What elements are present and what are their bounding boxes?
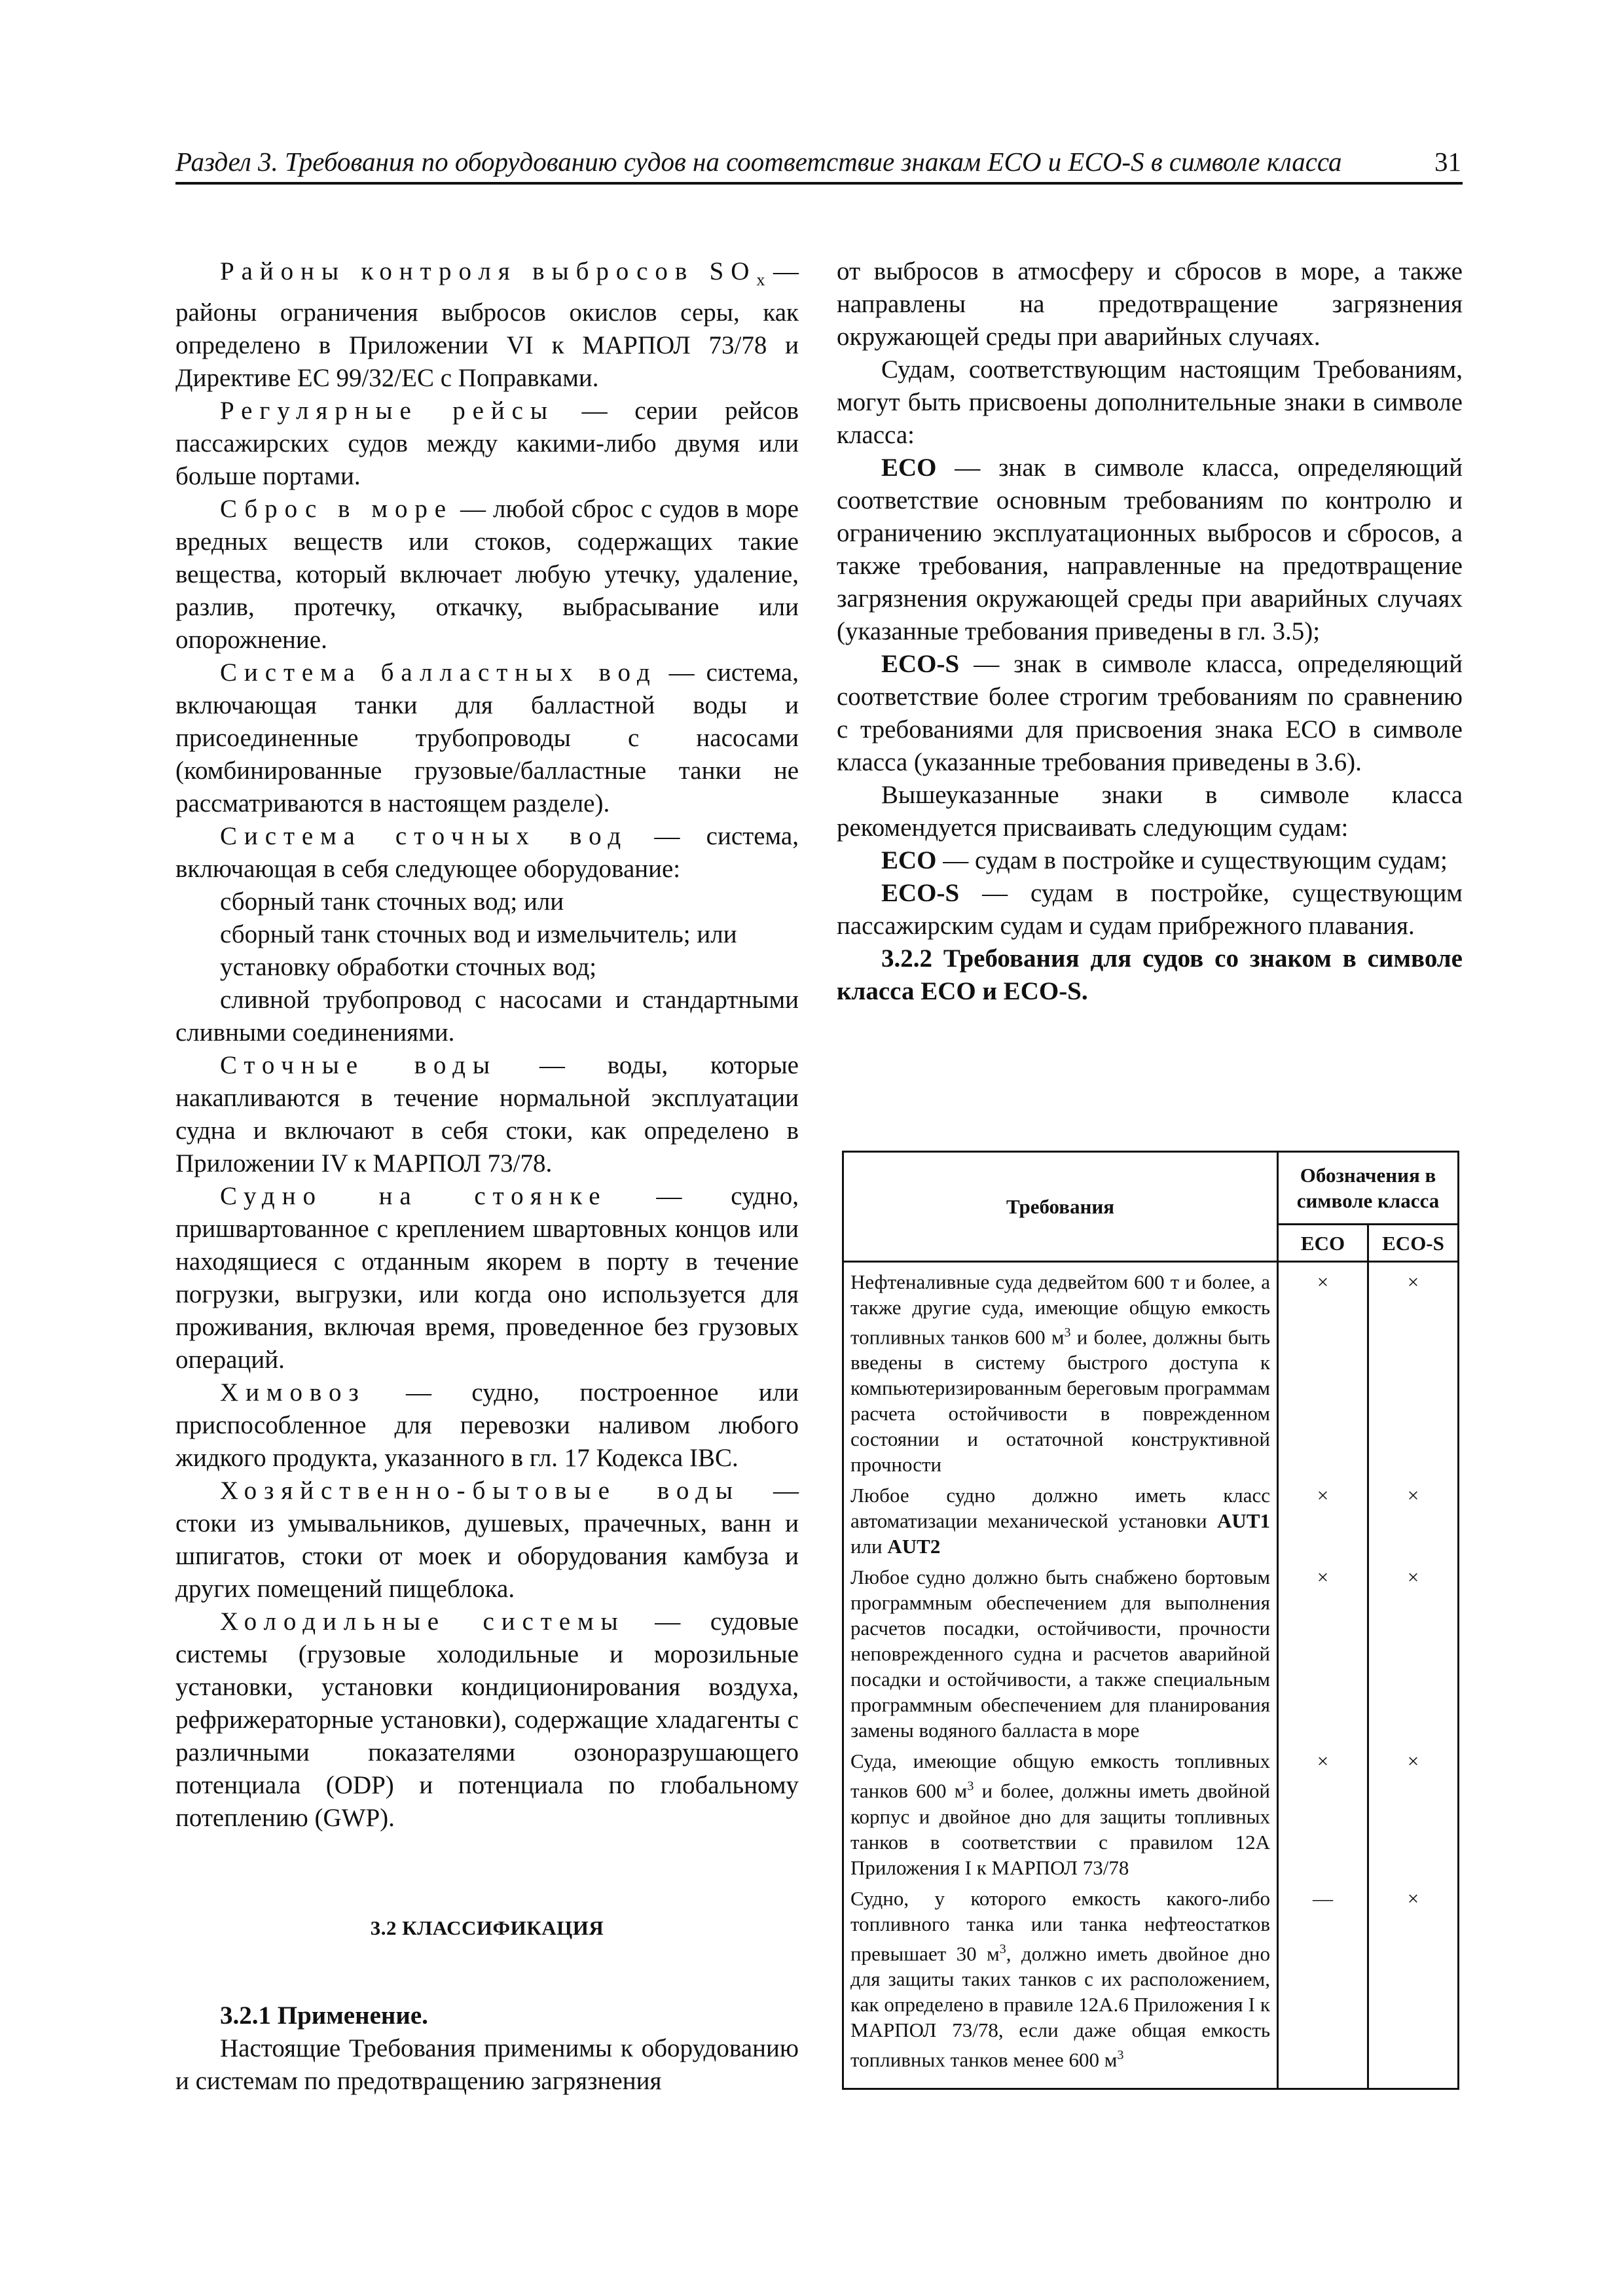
continuation-paragraph: от выбросов в атмосферу и сбросов в море, а также направлены на предотвращение загрязнения окружающей среды при аварийных случаях. xyxy=(837,257,1463,351)
definition-term: Сброс в море xyxy=(220,494,454,523)
mark-text: — судам в постройке и существующим судам; xyxy=(936,846,1448,874)
definition-paragraph xyxy=(175,1475,799,1605)
requirement-text: Любое судно должно иметь класс автоматизации механической установки xyxy=(850,1484,1270,1533)
definition-paragraph xyxy=(175,656,799,820)
intro-paragraph xyxy=(175,2032,799,2098)
table-row xyxy=(843,1746,1459,1882)
mark-definition xyxy=(837,648,1463,779)
definition-text: — любой сброс с судов в море вредных веществ или стоков, содержащих такие вещества, который включает любую утечку, удаление, разлив, протечку, откачку, выбрасывание или опорожнение. xyxy=(175,494,799,654)
header-title: Раздел 3. Требования по оборудованию судов на соответствие знакам ECO и ECO-S в символе класса xyxy=(175,147,1342,177)
paragraph: Судам, соответствующим настоящим Требованиям, могут быть присвоены дополнительные знаки в символе класса: xyxy=(837,355,1463,449)
mark-term: ECO xyxy=(881,846,937,874)
eco-mark-cell: × xyxy=(1278,1746,1368,1882)
definition-text: — судно, построенное или приспособленное для перевозки наливом любого жидкого продукта, указанного в гл. 17 Кодекса IBC. xyxy=(175,1378,799,1472)
list-item: установку обработки сточных вод; xyxy=(220,952,597,981)
requirement-text: или xyxy=(850,1535,888,1558)
requirement-text: Нефтеналивные суда дедвейтом 600 т и более, а также другие суда, имеющие общую емкость топливных танков 600 м xyxy=(850,1270,1270,1349)
superscript: 3 xyxy=(1117,2047,1124,2062)
definition-paragraph xyxy=(175,255,799,395)
list-item: сливной трубопровод с насосами и стандартными сливными соединениями. xyxy=(175,985,799,1047)
definition-paragraph xyxy=(175,1376,799,1475)
paragraph: Вышеуказанные знаки в символе класса рекомендуется присваивать следующим судам: xyxy=(837,781,1463,842)
requirements-table xyxy=(842,1151,1459,2090)
definition-text: — серии рейсов пассажирских судов между какими-либо двумя или больше портами. xyxy=(175,396,799,490)
column-header-ecos: ECO-S xyxy=(1368,1225,1459,1262)
mark-recommendation xyxy=(837,844,1463,877)
requirement-cell: Любое судно должно быть снабжено бортовым программным обеспечением для выполнения расчетов посадки, остойчивости, прочности неповрежденного судна и расчетов аварийной посадки и остойчивости, а также специальным программным обеспечением для планирования замены водяного балласта в море xyxy=(843,1562,1278,1746)
mark-definition xyxy=(837,452,1463,648)
eco-mark-cell: × xyxy=(1278,1262,1368,1480)
section-heading: 3.2 КЛАССИФИКАЦИЯ xyxy=(370,1916,604,1939)
definition-term: Регулярные рейсы xyxy=(220,396,555,425)
mark-term: ECO-S xyxy=(881,650,960,678)
table-row xyxy=(843,1562,1459,1746)
ecos-mark-cell: × xyxy=(1368,1480,1459,1562)
eco-mark-cell: — xyxy=(1278,1883,1368,2089)
requirement-cell xyxy=(843,1262,1278,1480)
ecos-mark-cell: × xyxy=(1368,1883,1459,2089)
column-header-requirements: Требования xyxy=(843,1152,1278,1262)
requirement-text: Суда, имеющие общую емкость топливных танков 600 м xyxy=(850,1749,1270,1803)
definition-term: Сточные воды xyxy=(220,1050,498,1079)
table-header-row xyxy=(843,1152,1459,1225)
ecos-mark-cell: × xyxy=(1368,1562,1459,1746)
definition-term: Судно на стоянке xyxy=(220,1181,608,1210)
requirement-cell xyxy=(843,1746,1278,1882)
definition-text: — система, включающая в себя следующее оборудование: xyxy=(175,821,799,883)
list-item: сборный танк сточных вод и измельчитель; или xyxy=(220,920,737,948)
requirement-text: Судно, у которого емкость какого-либо топливного танка или танка нефтеостатков превышает 30 м xyxy=(850,1886,1270,1965)
requirement-text: и более, должны быть введены в систему быстрого доступа к компьютеризированным береговым программам расчета остойчивости в поврежденном состоянии и остаточной конструктивной прочности xyxy=(850,1325,1270,1477)
running-header xyxy=(175,145,1463,185)
table-row xyxy=(843,1883,1459,2089)
automation-class: AUT2 xyxy=(887,1535,941,1558)
right-column xyxy=(837,255,1463,1008)
superscript: 3 xyxy=(999,1941,1006,1956)
requirement-text: и более, должны иметь двойной корпус и двойное дно для защиты топливных танков в соответствии с правилом 12A Приложения I к МАРПОЛ 73/78 xyxy=(850,1779,1270,1879)
definition-paragraph xyxy=(175,1049,799,1180)
requirement-cell xyxy=(843,1883,1278,2089)
column-header-marks: Обозначения в символе класса xyxy=(1278,1152,1459,1225)
automation-class: AUT1 xyxy=(1217,1509,1270,1533)
superscript: 3 xyxy=(1064,1325,1071,1340)
mark-text: — знак в символе класса, определяющий соответствие основным требованиям по контролю и ограничению эксплуатационных выбросов и сбросов, а также требования, направленные на предотвращение загрязнения окружающей среды при аварийных случаях (указанные требования приведены в гл. 3.5); xyxy=(837,454,1463,645)
definition-term: Химовоз xyxy=(220,1378,366,1407)
table-row xyxy=(843,1262,1459,1480)
page-number: 31 xyxy=(1434,147,1461,177)
requirement-text: , должно иметь двойное дно для защиты таких танков с их расположением, как определено в правиле 12A.6 Приложения I к МАРПОЛ 73/78, если даже общая емкость топливных танков менее 600 м xyxy=(850,1941,1270,2072)
definition-text: — воды, которые накапливаются в течение нормальной эксплуатации судна и включают в себя стоки, как определено в Приложении IV к МАРПОЛ 73/78. xyxy=(175,1050,799,1177)
definition-text: — система, включающая танки для балластной воды и присоединенные трубопроводы с насосами (комбинированные грузовые/балластные танки не рассматриваются в настоящем разделе). xyxy=(175,658,799,817)
definition-paragraph xyxy=(175,493,799,656)
subsection-heading: 3.2.2 Требования для судов со знаком в символе класса ECO и ECO-S. xyxy=(837,944,1463,1005)
definition-text: — судно, пришвартованное с креплением швартовных концов или находящиеся с отданным якорем в порту в течение погрузки, выгрузки, или когда оно используется для проживания, включая время, проведенное без грузовых операций. xyxy=(175,1181,799,1374)
definition-paragraph xyxy=(175,1605,799,1835)
ecos-mark-cell: × xyxy=(1368,1262,1459,1480)
definition-paragraph xyxy=(175,1180,799,1376)
intro-text: Настоящие Требования применимы к оборудованию и системам по предотвращению загрязнения xyxy=(175,2034,799,2095)
eco-mark-cell: × xyxy=(1278,1562,1368,1746)
mark-text: — судам в постройке, существующим пассажирским судам и судам прибрежного плавания. xyxy=(837,879,1463,940)
subsection-heading: 3.2.1 Применение. xyxy=(220,2001,428,2030)
table-row xyxy=(843,1480,1459,1562)
definition-paragraph xyxy=(175,395,799,493)
superscript: 3 xyxy=(967,1779,974,1794)
mark-term: ECO xyxy=(881,454,937,482)
definition-term: Система сточных вод xyxy=(220,821,629,850)
left-column xyxy=(175,255,799,1835)
definition-term: Холодильные системы xyxy=(220,1607,625,1636)
definition-text: — районы ограничения выбросов окислов серы, как определено в Приложении VI к МАРПОЛ 73/78 и Директиве ЕС 99/32/ЕС с Поправками. xyxy=(175,257,799,392)
definition-term: Система балластных вод xyxy=(220,658,657,687)
definition-text: — судовые системы (грузовые холодильные и морозильные установки, установки кондиционирования воздуха, рефрижераторные установки), содержащие хладагенты с различными показателями озоноразрушающего потенциала (ODP) и потенциала по глобальному потеплению (GWP). xyxy=(175,1607,799,1832)
definition-term: Хозяйственно-бытовые воды xyxy=(220,1476,740,1505)
definition-term: Районы контроля выбросов SO xyxy=(220,257,757,285)
list-item: сборный танк сточных вод; или xyxy=(220,887,564,916)
mark-term: ECO-S xyxy=(881,879,960,907)
definition-term-subscript: x xyxy=(756,270,765,289)
column-header-eco: ECO xyxy=(1278,1225,1368,1262)
definition-paragraph xyxy=(175,820,799,886)
ecos-mark-cell: × xyxy=(1368,1746,1459,1882)
definition-text: — стоки из умывальников, душевых, прачечных, ванн и шпигатов, стоки от моек и оборудования камбуза и других помещений пищеблока. xyxy=(175,1476,799,1603)
eco-mark-cell: × xyxy=(1278,1480,1368,1562)
mark-text: — знак в символе класса, определяющий соответствие более строгим требованиям по сравнению с требованиями для присвоения знака ECO в символе класса (указанные требования приведены в 3.6). xyxy=(837,650,1463,776)
mark-recommendation xyxy=(837,877,1463,942)
requirement-cell xyxy=(843,1480,1278,1562)
